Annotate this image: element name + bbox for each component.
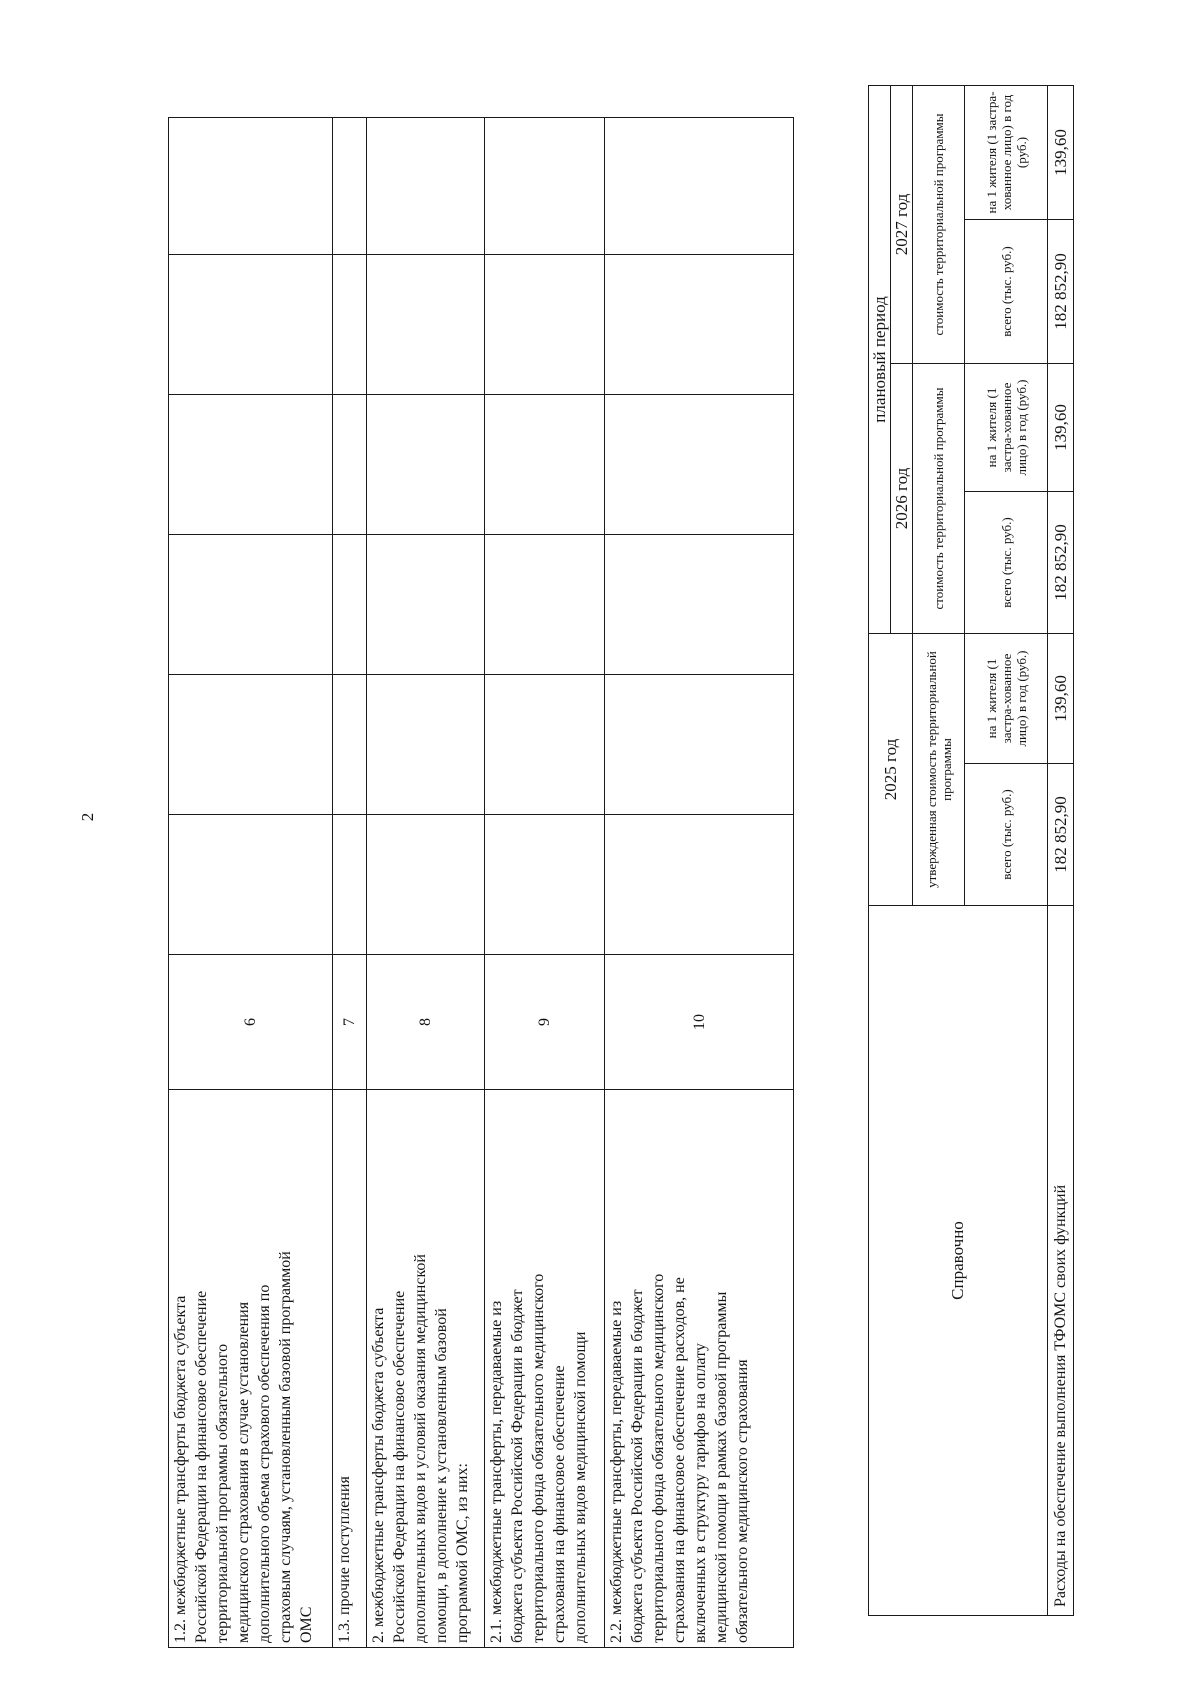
empty-cell [169,535,333,675]
empty-cell [169,255,333,395]
year-2027-header: 2027 год [891,85,913,363]
empty-cell [605,535,794,675]
table-row [1048,85,1074,1615]
empty-cell [169,675,333,815]
expense-row-label: Расходы на обеспечение выполнения ТФОМС своих функций [1048,906,1074,1616]
table-row [605,118,794,1648]
empty-cell [605,815,794,955]
empty-cell [485,675,605,815]
total-2026-value: 182 852,90 [1048,492,1074,634]
empty-cell [367,255,485,395]
empty-cell [333,535,367,675]
planned-period-header: плановый период [869,85,891,633]
empty-cell [485,815,605,955]
empty-cell [169,815,333,955]
year-2025-header: 2025 год [869,634,913,906]
empty-cell [169,118,333,255]
page-number: 2 [78,812,97,822]
per-capita-2026-value: 139,60 [1048,364,1074,492]
per-capita-2026-header: на 1 жителя (1 застра-хованное лицо) в год (руб.) [965,364,1048,492]
program-cost-2027-header: стоимость территориальной программы [913,85,965,363]
empty-cell [367,675,485,815]
empty-cell [605,395,794,535]
empty-cell [333,118,367,255]
empty-cell [485,255,605,395]
total-2027-header: всего (тыс. руб.) [965,220,1048,364]
row-label: 2.1. межбюджетные трансферты, передаваемые из бюджета субъекта Российской Федерации в бюджет территориального фонда обязательного медицинского страхования на финансовое обеспечение дополнительных видов медицинской помощи [485,1090,605,1648]
empty-cell [333,395,367,535]
empty-cell [485,118,605,255]
row-label: 2.2. межбюджетные трансферты, передаваемые из бюджета субъекта Российской Федерации в бюджет территориального фонда обязательного медицинского страхования на финансовое обеспечение расходов, не включенных в структуру тарифов на оплату медицинской помощи в рамках базовой программы обязательного медицинского страхования [605,1090,794,1648]
line-number: 7 [333,955,367,1090]
per-capita-2025-header: на 1 жителя (1 застра-хованное лицо) в год (руб.) [965,634,1048,764]
table-row [367,118,485,1648]
table-row [485,118,605,1648]
per-capita-2027-header: на 1 жителя (1 застра-хованное лицо) в год (руб.) [965,85,1048,219]
empty-cell [367,535,485,675]
empty-cell [485,535,605,675]
row-label: 2. межбюджетные трансферты бюджета субъекта Российской Федерации на финансовое обеспечение дополнительных видов и условий оказания медицинской помощи, в дополнение к установленным базовой программой ОМС, из них: [367,1090,485,1648]
row-label: 1.3. прочие поступления [333,1090,367,1648]
revenue-table [168,117,794,1648]
row-label: 1.2. межбюджетные трансферты бюджета субъекта Российской Федерации на финансовое обеспечение территориальной программы обязательного медицинского страхования в случае установления дополнительного объема страхового обеспечения по страховым случаям, установленным базовой программой ОМС [169,1090,333,1648]
line-number: 6 [169,955,333,1090]
per-capita-2027-value: 139,60 [1048,85,1074,219]
header-row [869,85,891,1615]
empty-cell [605,255,794,395]
line-number: 8 [367,955,485,1090]
reference-table-block [868,86,1073,1616]
revenue-table-block [168,118,793,1648]
empty-cell [605,118,794,255]
table-row [169,118,333,1648]
reference-table [868,85,1074,1616]
total-2026-header: всего (тыс. руб.) [965,492,1048,634]
table-row [333,118,367,1648]
approved-cost-header: утвержденная стоимость территориальной программы [913,634,965,906]
line-number: 9 [485,955,605,1090]
empty-cell [169,395,333,535]
empty-cell [333,255,367,395]
empty-cell [367,118,485,255]
per-capita-2025-value: 139,60 [1048,634,1074,764]
total-2025-header: всего (тыс. руб.) [965,764,1048,906]
total-2025-value: 182 852,90 [1048,764,1074,906]
reference-header: Справочно [869,906,1048,1616]
year-2026-header: 2026 год [891,364,913,634]
program-cost-2026-header: стоимость территориальной программы [913,364,965,634]
empty-cell [367,815,485,955]
empty-cell [333,815,367,955]
empty-cell [485,395,605,535]
line-number: 10 [605,955,794,1090]
empty-cell [333,675,367,815]
total-2027-value: 182 852,90 [1048,220,1074,364]
empty-cell [605,675,794,815]
empty-cell [367,395,485,535]
